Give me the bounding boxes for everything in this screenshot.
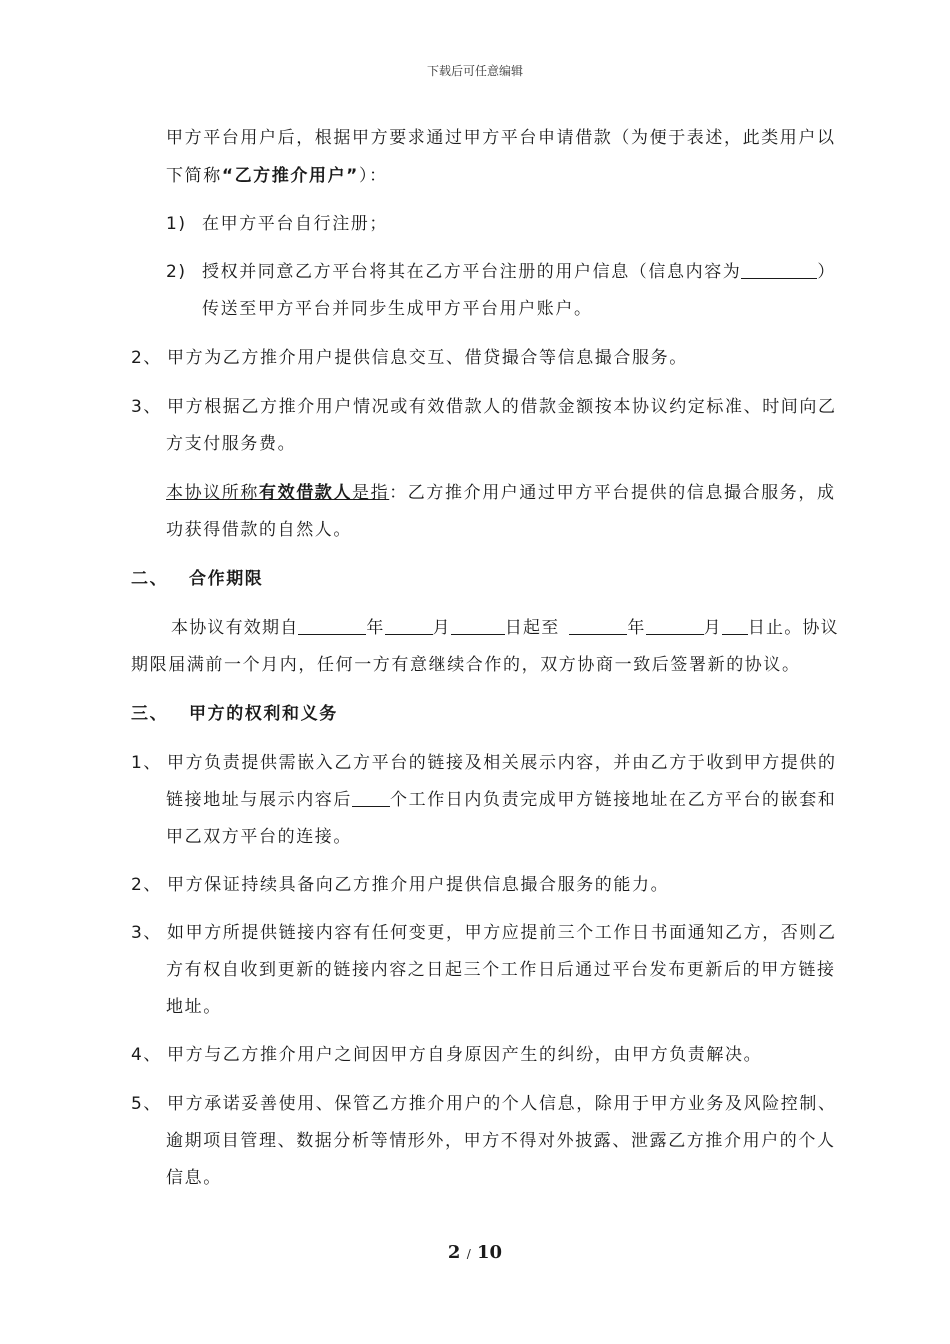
term-line-1 bbox=[171, 616, 839, 640]
item-text: 甲方保证持续具备向乙方推介用户提供信息撮合服务的能力。 bbox=[167, 875, 670, 895]
item-text: 甲方为乙方推介用户提供信息交互、借贷撮合等信息撮合服务。 bbox=[167, 348, 688, 368]
page-separator: / bbox=[466, 1247, 471, 1261]
item-3-cont: 方支付服务费。 bbox=[166, 434, 297, 454]
section-title: 合作期限 bbox=[189, 569, 264, 589]
item-number: 5、 bbox=[131, 1094, 163, 1114]
term-line-2: 期限届满前一个月内，任何一方有意继续合作的，双方协商一致后签署新的协议。 bbox=[131, 655, 801, 675]
item-text: 甲方负责提供需嵌入乙方平台的链接及相关展示内容，并由乙方于收到甲方提供的 bbox=[167, 753, 837, 773]
total-pages: 10 bbox=[477, 1242, 503, 1263]
s3-item-5-line-2: 逾期项目管理、数据分析等情形外，甲方不得对外披露、泄露乙方推介用户的个人 bbox=[166, 1131, 836, 1151]
sub-item-number: 2) bbox=[166, 262, 187, 282]
fill-blank[interactable] bbox=[451, 618, 505, 635]
fill-blank[interactable] bbox=[741, 262, 817, 279]
sub-item-1 bbox=[166, 212, 388, 236]
item-number: 3、 bbox=[131, 397, 163, 417]
year-label: 年 bbox=[366, 618, 385, 638]
intro-line-1: 甲方平台用户后，根据甲方要求通过甲方平台申请借款（为便于表述，此类用户以 bbox=[166, 128, 836, 148]
definition-text: ：乙方推介用户通过甲方平台提供的信息撮合服务，成 bbox=[389, 483, 836, 503]
definition-line-2: 功获得借款的自然人。 bbox=[166, 520, 352, 540]
sub-item-2-cont: 传送至甲方平台并同步生成甲方平台用户账户。 bbox=[202, 299, 593, 319]
item-number: 4、 bbox=[131, 1045, 163, 1065]
year-label: 年 bbox=[627, 618, 646, 638]
s3-item-1 bbox=[131, 751, 837, 775]
day-label: 日止。协议 bbox=[747, 618, 839, 638]
sub-item-text: 在甲方平台自行注册； bbox=[202, 214, 388, 234]
page-number bbox=[0, 1242, 950, 1263]
item-number: 2、 bbox=[131, 348, 163, 368]
page-header: 下载后可任意编辑 bbox=[426, 64, 523, 78]
s3-item-5-line-3: 信息。 bbox=[166, 1168, 222, 1188]
section-2-heading bbox=[131, 567, 263, 591]
definition-lead: 本协议所称 bbox=[166, 483, 259, 503]
intro-line-2 bbox=[166, 164, 388, 188]
s3-item-5 bbox=[131, 1092, 837, 1116]
s3-item-1-line-3: 甲乙双方平台的连接。 bbox=[166, 827, 352, 847]
sub-item-text: 授权并同意乙方平台将其在乙方平台注册的用户信息（信息内容为 bbox=[202, 262, 742, 282]
item-text: 如甲方所提供链接内容有任何变更，甲方应提前三个工作日书面通知乙方，否则乙 bbox=[167, 923, 837, 943]
sub-item-2 bbox=[166, 260, 836, 284]
month-label: 月 bbox=[432, 618, 451, 638]
section-3-heading bbox=[131, 702, 338, 726]
s3-item-2 bbox=[131, 873, 669, 897]
s3-item-3 bbox=[131, 921, 837, 945]
item-3 bbox=[131, 395, 837, 419]
fill-blank[interactable] bbox=[298, 618, 366, 635]
fill-blank[interactable] bbox=[352, 790, 390, 807]
s3-item-1-line-2 bbox=[166, 788, 836, 812]
current-page: 2 bbox=[447, 1242, 461, 1263]
fill-blank[interactable] bbox=[722, 618, 748, 635]
item-text: 链接地址与展示内容后 bbox=[166, 790, 352, 810]
sub-item-text-end: ） bbox=[817, 262, 837, 282]
s3-item-4 bbox=[131, 1043, 762, 1067]
month-label: 月 bbox=[703, 618, 722, 638]
fill-blank[interactable] bbox=[569, 618, 627, 635]
definition-means: 是指 bbox=[352, 483, 390, 503]
section-number: 二、 bbox=[131, 569, 169, 589]
fill-blank[interactable] bbox=[646, 618, 704, 635]
item-text: 甲方根据乙方推介用户情况或有效借款人的借款金额按本协议约定标准、时间向乙 bbox=[167, 397, 837, 417]
term-valid-borrower: 有效借款人 bbox=[259, 483, 352, 503]
item-text: 个工作日内负责完成甲方链接地址在乙方平台的嵌套和 bbox=[390, 790, 837, 810]
definition-line-1 bbox=[166, 481, 836, 505]
item-text: 甲方与乙方推介用户之间因甲方自身原因产生的纠纷，由甲方负责解决。 bbox=[167, 1045, 763, 1065]
item-text: 甲方承诺妥善使用、保管乙方推介用户的个人信息，除用于甲方业务及风险控制、 bbox=[167, 1094, 837, 1114]
item-number: 3、 bbox=[131, 923, 163, 943]
fill-blank[interactable] bbox=[385, 618, 433, 635]
item-number: 1、 bbox=[131, 753, 163, 773]
item-2 bbox=[131, 346, 688, 370]
s3-item-3-line-3: 地址。 bbox=[166, 997, 222, 1017]
intro-text-end: ）： bbox=[358, 166, 388, 186]
section-title: 甲方的权利和义务 bbox=[189, 704, 338, 724]
intro-text: 下简称 bbox=[166, 166, 222, 186]
s3-item-3-line-2: 方有权自收到更新的链接内容之日起三个工作日后通过平台发布更新后的甲方链接 bbox=[166, 960, 836, 980]
day-label: 日起至 bbox=[504, 618, 560, 638]
sub-item-number: 1) bbox=[166, 214, 187, 234]
section-number: 三、 bbox=[131, 704, 169, 724]
term-recommended-users: “乙方推介用户” bbox=[221, 166, 359, 186]
term-text: 本协议有效期自 bbox=[171, 618, 299, 638]
item-number: 2、 bbox=[131, 875, 163, 895]
